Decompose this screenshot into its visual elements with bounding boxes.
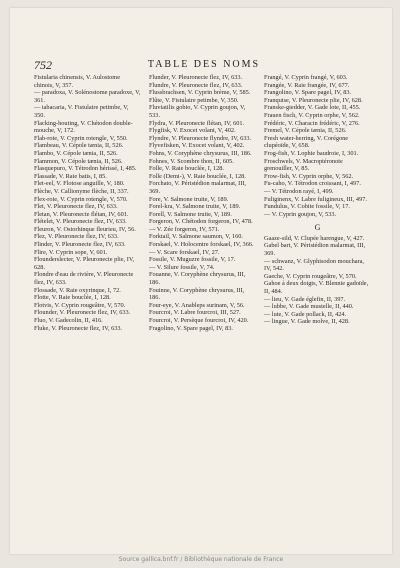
- index-entry: Four-eye, V. Anableps surinam, V, 56.: [149, 301, 245, 309]
- index-entry: Flounder, V. Pleuronecte flez, IV, 633.: [34, 309, 131, 317]
- index-entry: Franske-giedder, V. Gade lote, II, 455.: [264, 104, 361, 112]
- index-entry: Flyvefisken, V. Exocet volant, V, 402.: [149, 142, 245, 150]
- index-entry: Franquise, V. Pleuronecte plie, IV, 628.: [264, 96, 363, 104]
- index-entry: — lubbe, V. Gade mustelle, II, 440.: [264, 303, 354, 311]
- index-entry: — V. Silure fossile, V, 74.: [149, 263, 215, 271]
- index-entry: Flassade, V. Raie batis, I, 85.: [34, 172, 107, 180]
- page-number: 752: [34, 58, 52, 72]
- index-entry: Fouanne, V. Coryphène chrysurus, III, 186.: [149, 271, 247, 287]
- index-entry: Forel-kra, V. Salmone truite, V, 189.: [149, 203, 241, 211]
- index-entry: Flambeau, V. Cépole tænia, II, 526.: [34, 142, 124, 150]
- index-entry: — V. Tétrodon rayé, I, 499.: [264, 187, 334, 195]
- index-entry: Flasquepuro, V. Tétrodon hérissé, I, 485.: [34, 165, 137, 173]
- index-entry: Gahoe à deux doigts, V. Blennie gadoïde, II, 484.: [264, 280, 370, 296]
- index-entry: — tabacaria, V. Fistulaire petimbe, V, 350.: [34, 104, 131, 119]
- index-entry: Frangé, V. Cyprin frangé, V, 603.: [264, 74, 348, 81]
- index-entry: Flacking-houting, V. Chétodon double-mouche, V, 172.: [34, 119, 133, 135]
- index-entry: Gaeche, V. Cyprin rougeâtre, V, 570.: [264, 272, 357, 280]
- index-entry: Fletan, V. Pleuronecte flétan, IV, 601.: [34, 210, 129, 218]
- index-entry: Gaaze-sild, V. Clupée harengue, V, 427.: [264, 234, 365, 242]
- index-entry: — lieu, V. Gade églefin, II, 397.: [264, 295, 346, 303]
- index-entry: Frédéric, V. Characin frédéric, V, 276.: [264, 119, 360, 127]
- index-entry: Flotvis, V. Cyprin rougeâtre, V, 570.: [34, 301, 126, 309]
- index-entry: Fundulus, V. Cobite fossile, V, 17.: [264, 203, 350, 211]
- index-entry: — schwanz, V. Glyphisodon mouchara, IV, 542.: [264, 257, 366, 273]
- index-entry: Fluke, V. Pleuronecte flez, IV, 633.: [34, 324, 123, 332]
- index-entry: Flételet, V. Pleuronecte flez, IV, 633.: [34, 218, 127, 226]
- index-entry: — lingue, V. Gade molve, II, 428.: [264, 318, 350, 326]
- index-entry: Folle (Demi-), V. Raie bouclée, I, 128.: [149, 172, 246, 180]
- index-entry: Fleuron, V. Ostorhinque fleurieu, IV, 56.: [34, 225, 136, 233]
- index-entry: Flûte, V. Fistulaire petimbe, V, 350.: [149, 96, 239, 104]
- index-entry: — V. Zée forgeron, IV, 571.: [149, 225, 220, 233]
- index-entry: Flotte, V. Raie bouclée, I, 128.: [34, 294, 111, 302]
- index-entry: Flire, V. Cyprin sope, V, 601.: [34, 248, 108, 256]
- index-entry: Flundre, V. Pleuronecte flez, IV, 633.: [149, 81, 243, 89]
- index-entry: Fluviatilis gobio, V. Cyprin goujon, V, 533.: [149, 104, 247, 119]
- index-entry: Flammon, V. Cépole tænia, II, 526.: [34, 157, 123, 165]
- index-entry: Fragolino, V. Spare pagel, IV, 83.: [149, 324, 233, 332]
- index-entry: Gabel bart, V. Péristédion malarmat, III, 369.: [264, 242, 367, 258]
- index-entry: Flèche, V. Callionyme flèche, II, 337.: [34, 187, 129, 195]
- running-title: TABLE DES NOMS: [147, 59, 261, 70]
- index-entry: Flunder, V. Pleuronecte flez, IV, 633.: [149, 74, 243, 81]
- index-entry: Flex-roie, V. Cyprin rotengle, V, 570.: [34, 195, 128, 203]
- index-entry: Fistularia chinensis, V. Aulostome chinois, V, 357.: [34, 74, 122, 89]
- index-entry: Flambo, V. Cépole tænia, II, 526.: [34, 149, 118, 157]
- index-entry: Flet-eel, V. Flotose anguille, V, 180.: [34, 180, 125, 188]
- index-entry: — V. Scare forskael, IV, 27.: [149, 248, 220, 256]
- index-entry: Fohns, V. Coryphène chrysurus, III, 186.: [149, 149, 252, 157]
- book-page: [10, 8, 392, 554]
- index-entry: Fohnes, V. Scombre thon, II, 605.: [149, 157, 234, 165]
- index-entry: Flinder, V. Pleuronecte flez, IV, 633.: [34, 241, 126, 249]
- index-entry: Froschwels, V. Macroptéronote grenouiller, V, 85.: [264, 157, 345, 173]
- index-entry: Flyndre, V. Pleuronecte flyndre, IV, 633.: [149, 134, 252, 142]
- index-entry: Forskael, V. Holocentre forskael, IV, 366.: [149, 241, 254, 249]
- index-entry: Frow-fish, V. Cyprin orphe, V, 562.: [264, 172, 354, 180]
- index-entry: Fossile, V. Muguzre fossile, V, 17.: [149, 256, 236, 264]
- index-entry: Forell, V. Salmone truite, V, 189.: [149, 210, 232, 218]
- index-entry: Fuliginenx, V. Labre fuligineux, III, 497.: [264, 195, 367, 203]
- index-entry: Flygfisk, V. Exocet volant, V, 402.: [149, 127, 236, 135]
- index-entry: Forgeron, V. Chétodon forgeron, IV, 478.: [149, 218, 253, 226]
- index-entry: — lute, V. Gade pollack, II, 424.: [264, 310, 347, 318]
- index-entry: — V. Cyprin goujon, V, 533.: [264, 210, 337, 218]
- index-entry: Flossade, V. Raie oxyrinque, I, 72.: [34, 286, 121, 294]
- index-entry: Flydra, V. Pleuronecte flétan, IV, 601.: [149, 119, 245, 127]
- index-entry: Flet, V. Pleuronecte flez, IV, 633.: [34, 203, 118, 211]
- index-column-2: [149, 74, 256, 534]
- index-columns: [34, 74, 372, 534]
- source-footer: Source gallica.bnf.fr / Bibliothèque nationale de France: [118, 556, 284, 563]
- section-letter: G: [314, 223, 321, 233]
- index-entry: Flondre d'eau de rivière, V. Pleuronecte flez, IV, 633.: [34, 271, 135, 287]
- index-entry: Fouinne, V. Coryphène chrysurus, III, 186.: [149, 286, 246, 302]
- index-entry: Fourcroi, V. Labre fourcroi, III, 527.: [149, 309, 241, 317]
- page-header: [34, 58, 374, 72]
- index-entry: Folle, V. Raie bouclée, I, 128.: [149, 165, 224, 173]
- index-entry: Flussbrachsen, V. Cyprin brème, V, 585.: [149, 89, 251, 97]
- index-entry: Frog-fish, V. Lophie baudroie, I, 301.: [264, 149, 359, 157]
- index-entry: Flez, V. Pleuronecte flez, IV, 633.: [34, 233, 119, 241]
- index-entry: Frangolino, V. Spare pagel, IV, 83.: [264, 89, 352, 97]
- index-entry: — paradoxa, V. Solénostome paradoxe, V, 361.: [34, 89, 142, 104]
- index-entry: Flab-roie, V. Cyprin rotengle, V, 550.: [34, 134, 128, 142]
- index-column-1: [34, 74, 141, 534]
- index-entry: Frauen fisch, V. Cyprin orphe, V, 562.: [264, 111, 360, 119]
- index-entry: Fourcroi, V. Persèque fourcroi, IV, 420.: [149, 317, 249, 324]
- index-entry: Fore, V. Salmone truite, V, 189.: [149, 195, 229, 203]
- index-entry: Fremel, V. Cépole tænia, II, 526.: [264, 127, 347, 135]
- index-column-3: [264, 74, 371, 534]
- index-entry: Forchato, V. Péristédion malarmat, III, 369.: [149, 180, 248, 195]
- index-entry: Fu-caho, V. Tétrodon croissant, I, 497.: [264, 180, 361, 188]
- index-entry: Fluo, V. Gadecolin, II, 416.: [34, 317, 103, 324]
- index-entry: Flounderslecter, V. Pleuronecte plie, IV, 628.: [34, 256, 136, 271]
- index-entry: Forktail, V. Salmone saumon, V, 160.: [149, 233, 243, 241]
- index-entry: Fresh water-herring, V. Corégone clupéoïde, V, 658.: [264, 134, 350, 150]
- index-entry: Frangée, V. Raie frangée, IV, 677.: [264, 81, 350, 89]
